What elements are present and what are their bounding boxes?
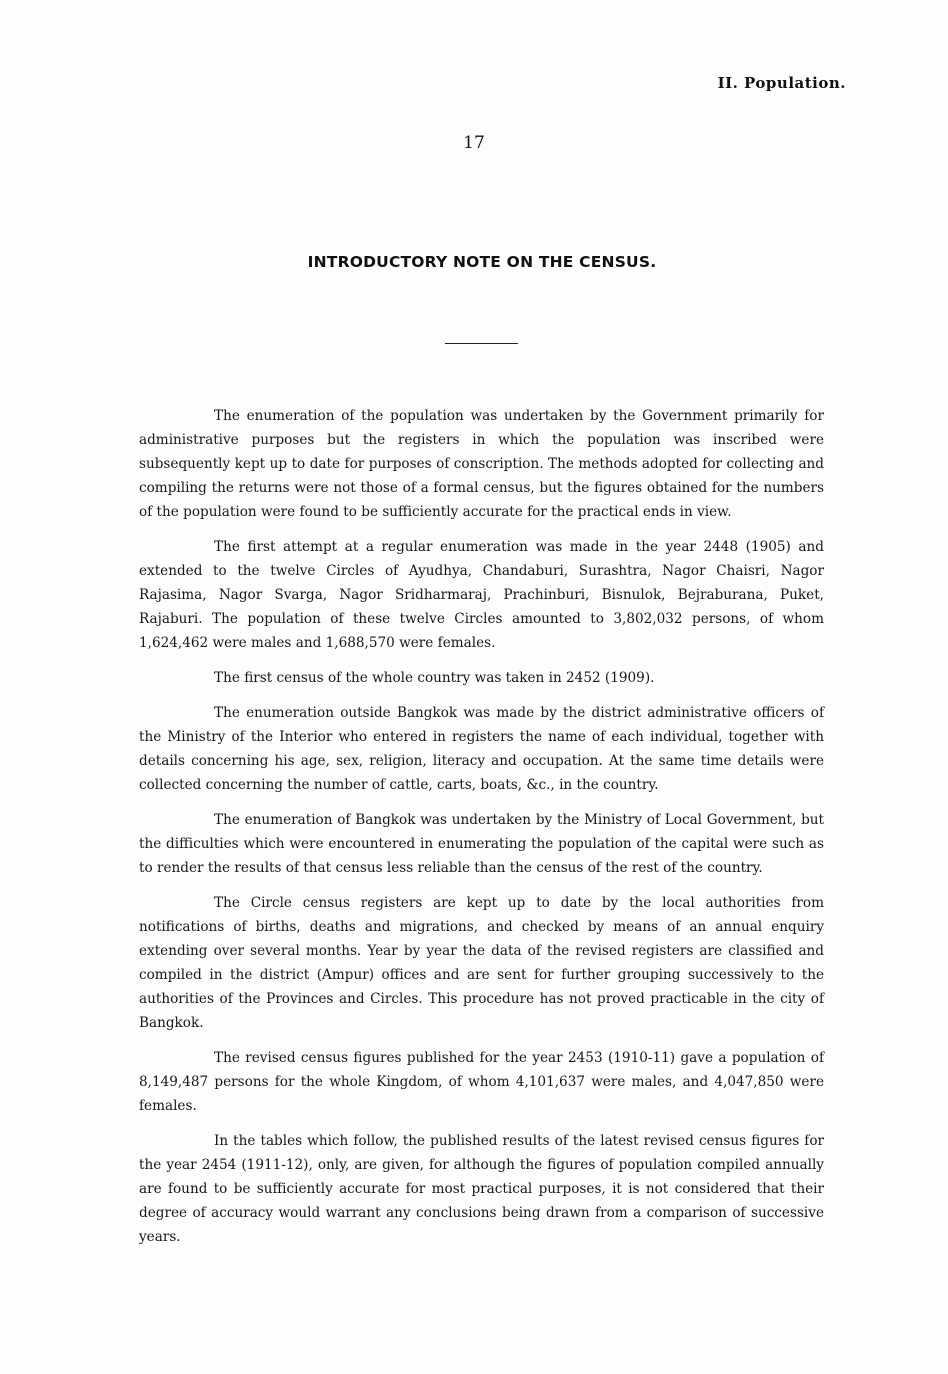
paragraph-tables-note: In the tables which follow, the published results of the latest revised census figures for the year 2454 (1911-12), only, are given, for although the figures of population compiled annually are found to be sufficiently accurate for most practical purposes, it is not considered that their degree of accuracy would warrant any conclusions being drawn from a comparison of successive years. <box>139 1133 824 1245</box>
paragraph-purpose: The enumeration of the population was undertaken by the Government primarily for administrative purposes but the registers in which the population was inscribed were subsequently kept up to date for purposes of conscription. The methods adopted for collecting and compiling the returns were not those of a formal census, but the figures obtained for the numbers of the population were found to be sufficiently accurate for the practical ends in view. <box>139 408 824 520</box>
paragraph-first-attempt: The first attempt at a regular enumeration was made in the year 2448 (1905) and extended to the twelve Circles of Ayudhya, Chandaburi, Surashtra, Nagor Chaisri, Nagor Rajasima, Nagor Svarga, Nagor Sridharmaraj, Prachinburi, Bisnulok, Bejraburana, Puket, Rajaburi. The population of these twelve Circles amounted to 3,802,032 persons, of whom 1,624,462 were males and 1,688,570 were females. <box>139 539 824 651</box>
paragraph-enumeration-bangkok: The enumeration of Bangkok was undertaken by the Ministry of Local Government, but the difficulties which were encountered in enumerating the population of the capital were such as to render the results of that census less reliable than the census of the rest of the country. <box>139 812 824 876</box>
body-text <box>139 404 824 1260</box>
page-number: 17 <box>463 133 485 153</box>
title-divider <box>445 343 518 344</box>
document-title: INTRODUCTORY NOTE ON THE CENSUS. <box>307 253 657 271</box>
running-head: II. Population. <box>717 74 846 92</box>
paragraph-circle-registers: The Circle census registers are kept up to date by the local authorities from notifications of births, deaths and migrations, and checked by means of an annual enquiry extending over several months. Year by year the data of the revised registers are classified and compiled in the district (Ampur) offices and are sent for further grouping successively to the authorities of the Provinces and Circles. This procedure has not proved practicable in the city of Bangkok. <box>139 895 824 1031</box>
paragraph-first-census: The first census of the whole country was taken in 2452 (1909). <box>214 670 655 686</box>
paragraph-enumeration-outside-bangkok: The enumeration outside Bangkok was made by the district administrative officers of the Ministry of the Interior who entered in registers the name of each individual, together with details concerning his age, sex, religion, literacy and occupation. At the same time details were collected concerning the number of cattle, carts, boats, &c., in the country. <box>139 705 824 793</box>
paragraph-revised-figures: The revised census figures published for the year 2453 (1910-11) gave a population of 8,149,487 persons for the whole Kingdom, of whom 4,101,637 were males, and 4,047,850 were females. <box>139 1050 824 1114</box>
